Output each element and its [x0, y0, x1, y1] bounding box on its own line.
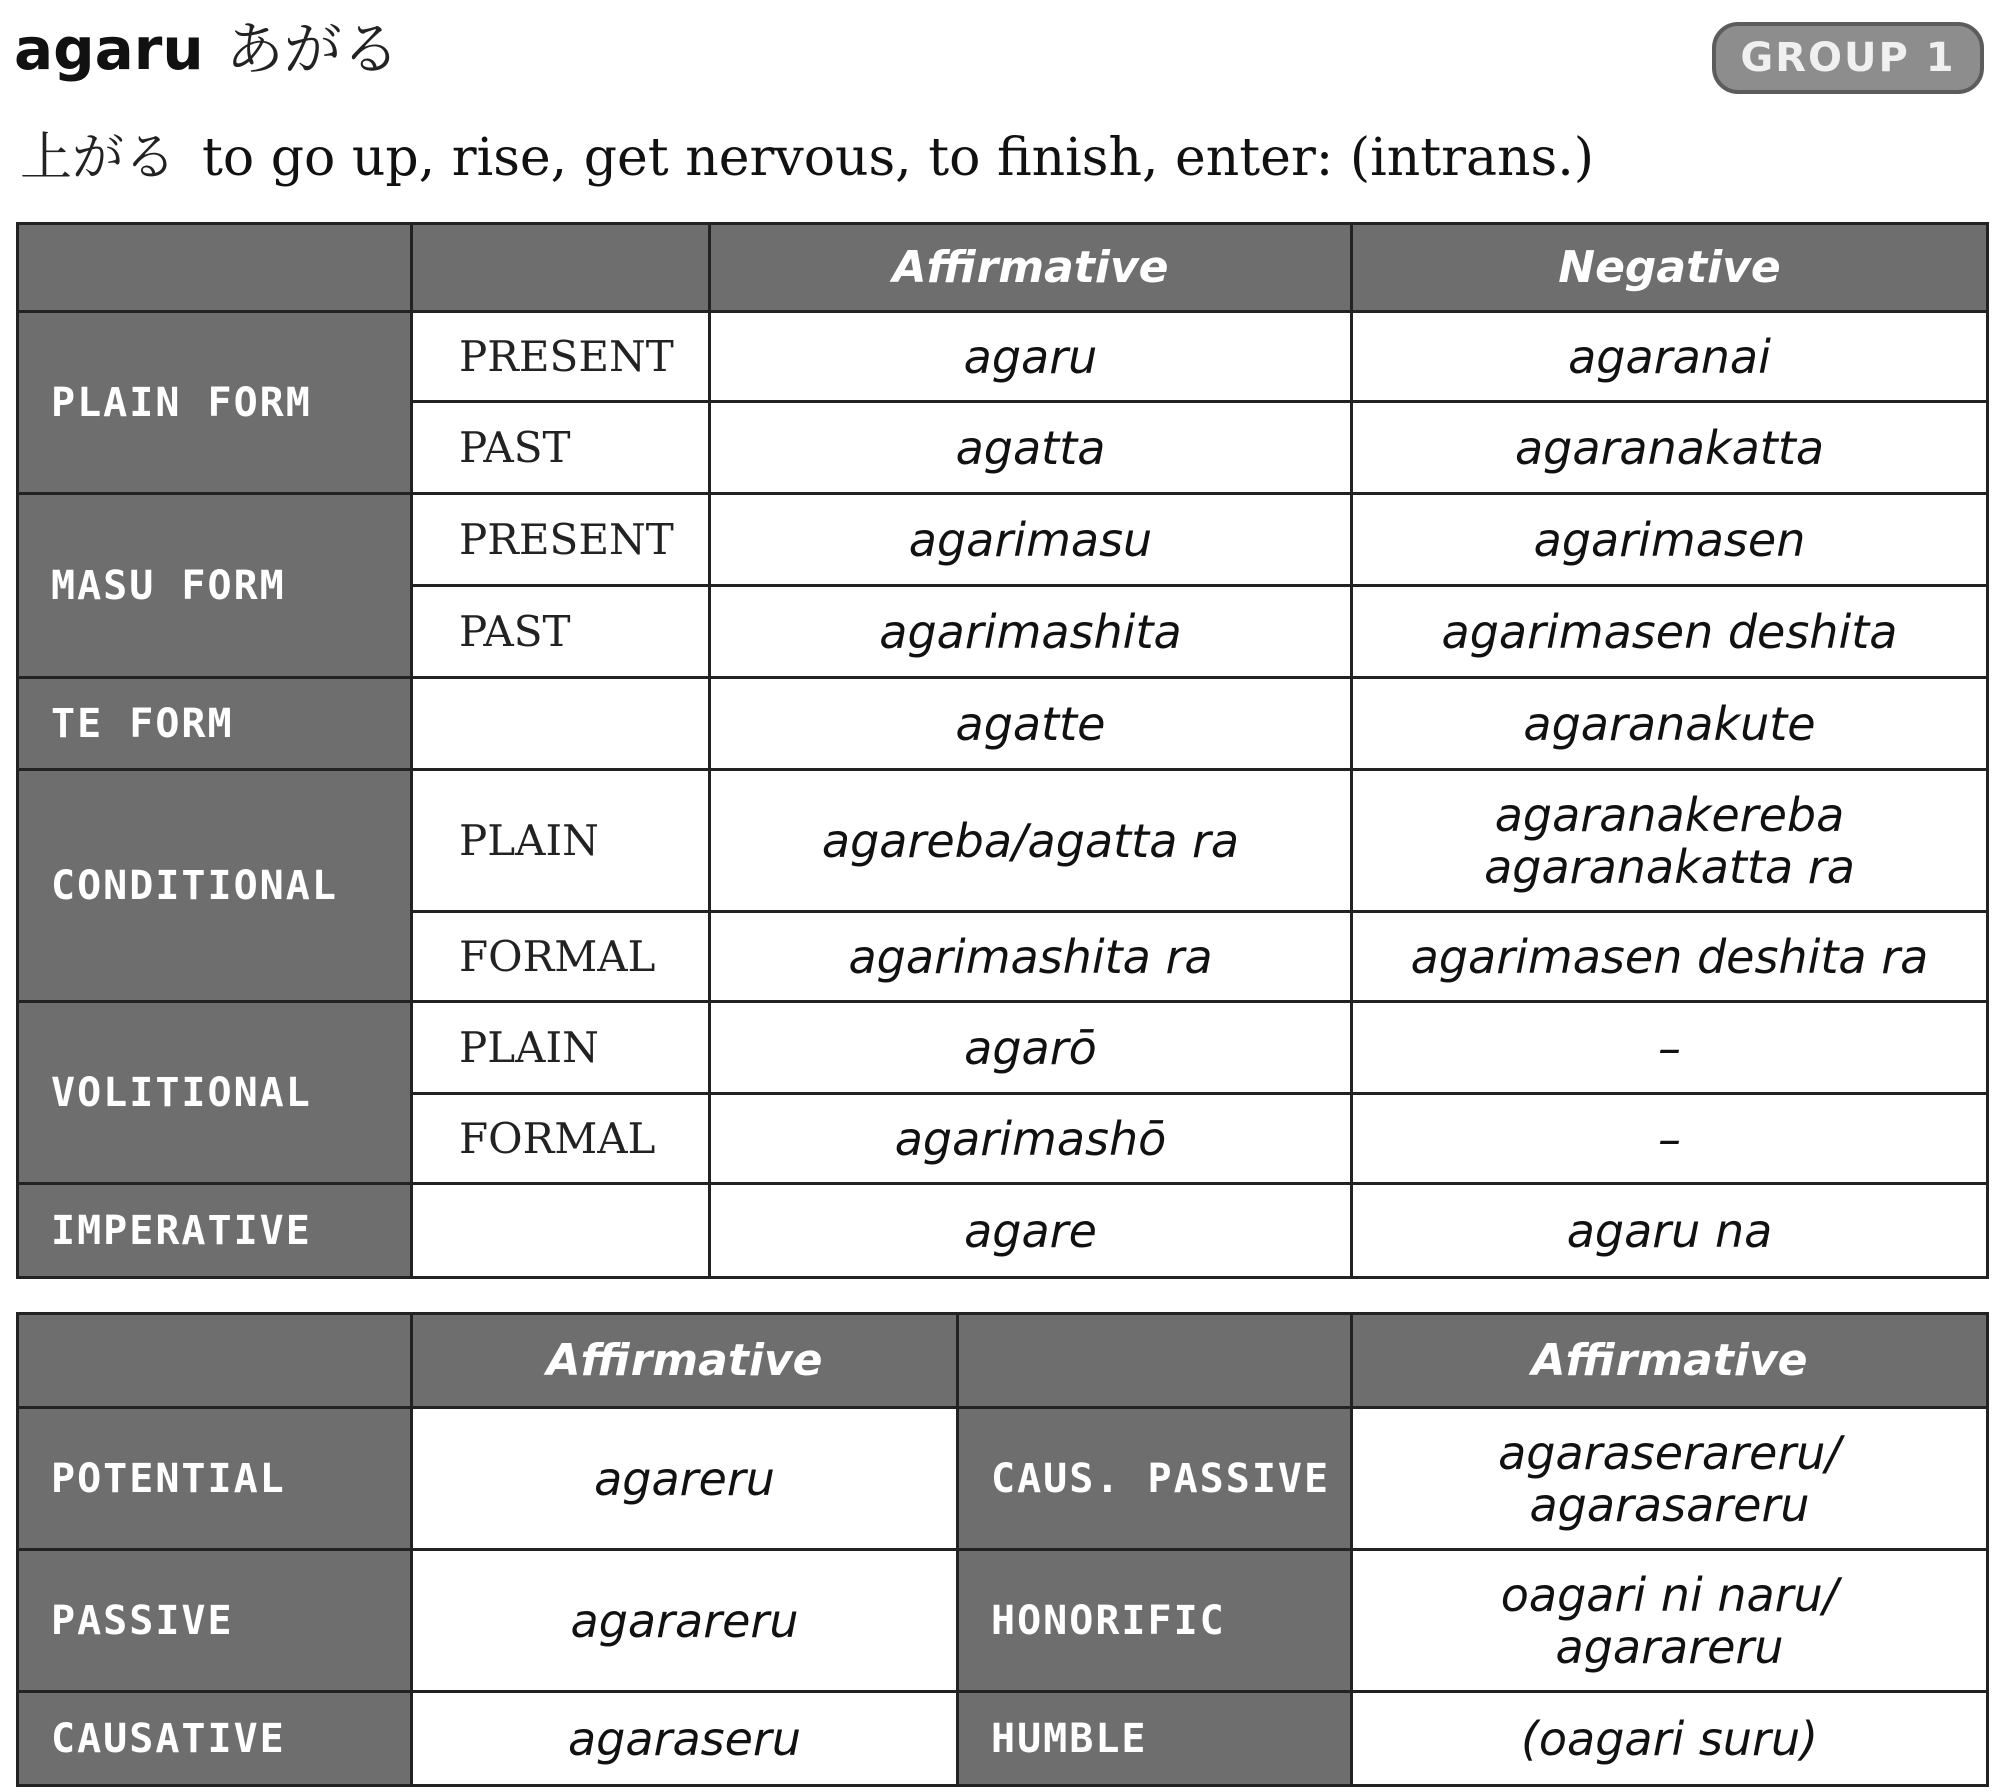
affirmative-value: agatta — [710, 402, 1352, 494]
table-row — [18, 312, 1988, 402]
affirmative-value-line: agaraserareru/ — [1498, 1425, 1841, 1480]
table-row — [18, 1002, 1988, 1094]
affirmative-header: Affirmative — [412, 1314, 958, 1408]
affirmative-value: agareru — [412, 1408, 958, 1550]
row-label-te-form: TE FORM — [18, 678, 412, 770]
table-row — [18, 1184, 1988, 1278]
affirmative-value: (oagari suru) — [1352, 1692, 1988, 1786]
negative-value — [1352, 770, 1988, 912]
negative-value: agaru na — [1352, 1184, 1988, 1278]
tense-label: PRESENT — [412, 312, 710, 402]
affirmative-value: agarareru — [412, 1550, 958, 1692]
row-label-volitional: VOLITIONAL — [18, 1002, 412, 1184]
tense-empty-cell — [412, 678, 710, 770]
verb-title — [14, 14, 400, 84]
table-row — [18, 1692, 1988, 1786]
row-label-potential: POTENTIAL — [18, 1408, 412, 1550]
table-row — [18, 494, 1988, 586]
affirmative-value — [1352, 1550, 1988, 1692]
verb-kana: あがる — [225, 15, 400, 83]
table-header-row — [18, 1314, 1988, 1408]
row-label-conditional: CONDITIONAL — [18, 770, 412, 1002]
table-row — [18, 1408, 1988, 1550]
negative-value: – — [1352, 1094, 1988, 1184]
tense-empty-cell — [412, 1184, 710, 1278]
tense-label: FORMAL — [412, 1094, 710, 1184]
tense-label: PRESENT — [412, 494, 710, 586]
negative-value-line: agaranakereba — [1494, 787, 1845, 842]
affirmative-value-line: agarareru — [1555, 1619, 1784, 1674]
affirmative-value-line: oagari ni naru/ — [1500, 1567, 1839, 1622]
verb-romaji: agaru — [14, 15, 204, 83]
row-label-imperative: IMPERATIVE — [18, 1184, 412, 1278]
negative-value: agaranakute — [1352, 678, 1988, 770]
affirmative-value: agaru — [710, 312, 1352, 402]
verb-kanji: 上がる — [20, 128, 177, 188]
negative-value: agaranakatta — [1352, 402, 1988, 494]
affirmative-header: Affirmative — [1352, 1314, 1988, 1408]
row-label-humble: HUMBLE — [958, 1692, 1352, 1786]
negative-value: agaranai — [1352, 312, 1988, 402]
affirmative-value: agarimashō — [710, 1094, 1352, 1184]
table-row — [18, 678, 1988, 770]
affirmative-value: agarimashita — [710, 586, 1352, 678]
row-label-causative: CAUSATIVE — [18, 1692, 412, 1786]
header-blank-cell — [958, 1314, 1352, 1408]
verb-definition — [20, 118, 1594, 198]
conjugation-table — [16, 222, 1989, 1279]
tense-label: PLAIN — [412, 770, 710, 912]
negative-value: agarimasen deshita — [1352, 586, 1988, 678]
negative-header: Negative — [1352, 224, 1988, 312]
row-label-caus-passive: CAUS. PASSIVE — [958, 1408, 1352, 1550]
group-badge: GROUP 1 — [1712, 22, 1984, 94]
table-row — [18, 770, 1988, 912]
table-header-row — [18, 224, 1988, 312]
header-blank-cell — [18, 224, 412, 312]
header-blank-cell — [412, 224, 710, 312]
negative-value-line: agaranakatta ra — [1484, 839, 1855, 894]
affirmative-value — [1352, 1408, 1988, 1550]
tense-label: PAST — [412, 586, 710, 678]
negative-value: agarimasen deshita ra — [1352, 912, 1988, 1002]
affirmative-value: agarimasu — [710, 494, 1352, 586]
tense-label: PAST — [412, 402, 710, 494]
tense-label: FORMAL — [412, 912, 710, 1002]
affirmative-value: agare — [710, 1184, 1352, 1278]
affirmative-value: agareba/agatta ra — [710, 770, 1352, 912]
negative-value: agarimasen — [1352, 494, 1988, 586]
affirmative-header: Affirmative — [710, 224, 1352, 312]
row-label-plain-form: PLAIN FORM — [18, 312, 412, 494]
affirmative-value: agatte — [710, 678, 1352, 770]
affirmative-value-line: agarasareru — [1529, 1477, 1810, 1532]
negative-value: – — [1352, 1002, 1988, 1094]
tense-label: PLAIN — [412, 1002, 710, 1094]
header-blank-cell — [18, 1314, 412, 1408]
affirmative-value: agarō — [710, 1002, 1352, 1094]
row-label-masu-form: MASU FORM — [18, 494, 412, 678]
affirmative-value: agaraseru — [412, 1692, 958, 1786]
verb-meaning: to go up, rise, get nervous, to finish, enter: (intrans.) — [202, 128, 1595, 188]
affirmative-value: agarimashita ra — [710, 912, 1352, 1002]
row-label-honorific: HONORIFIC — [958, 1550, 1352, 1692]
derived-forms-table — [16, 1312, 1989, 1787]
row-label-passive: PASSIVE — [18, 1550, 412, 1692]
table-row — [18, 1550, 1988, 1692]
